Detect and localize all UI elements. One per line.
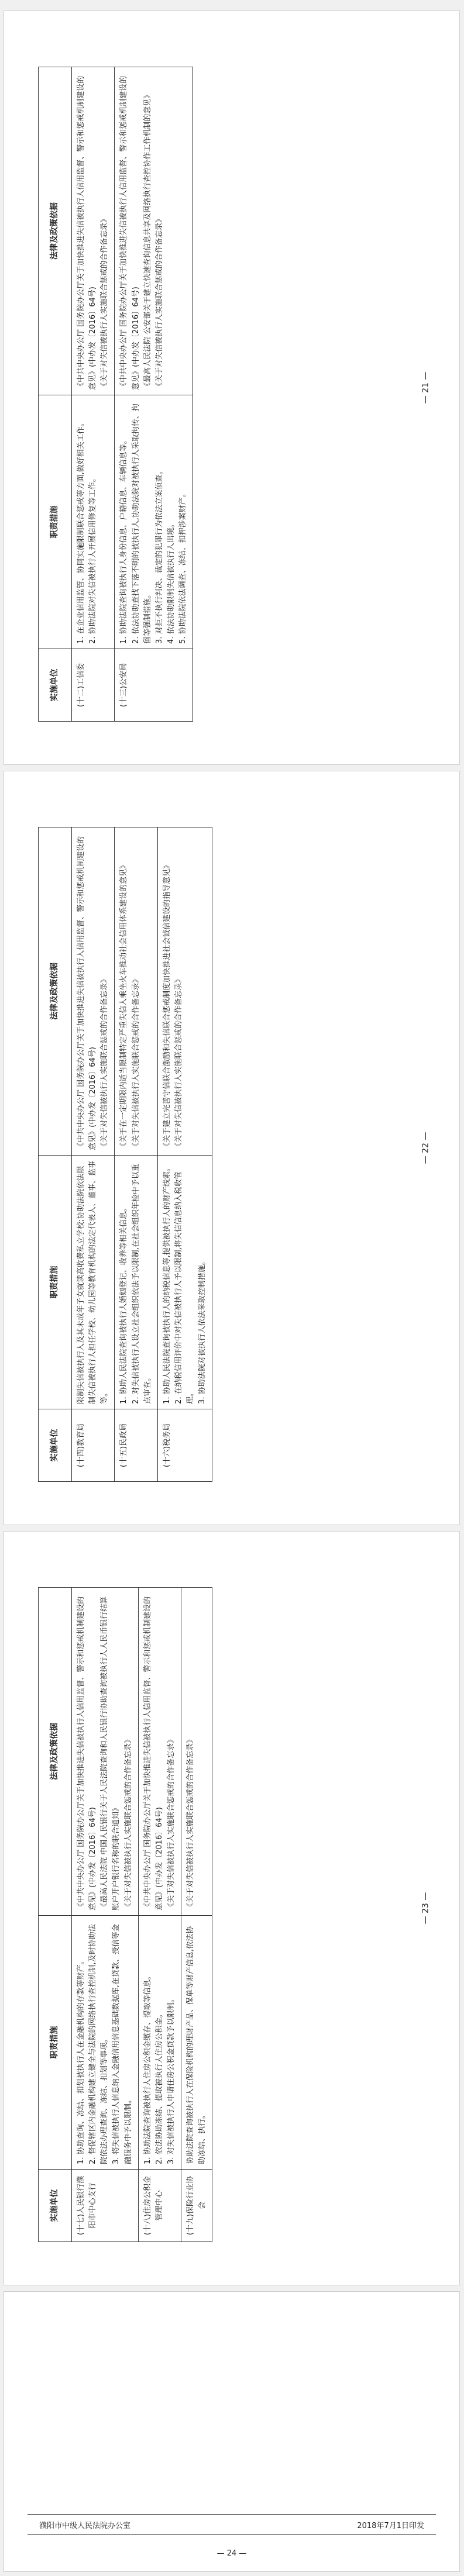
colophon-issuer: 濮阳市中级人民法院办公室 [39,2521,131,2530]
basis-line: 《中共中央办公厅 国务院办公厅关于加快推进失信被执行人信用监督、警示和惩戒机制建设的意见》(中办发〔2016〕64号) [77,1596,98,1911]
document-page-21 [4,11,460,765]
basis-line: 《关于对失信被执行人实施联合惩戒的合作备忘录》 [100,215,109,390]
duty-cell [72,1915,139,2169]
duty-cell [157,1155,212,1409]
duty-line: 1. 协助人民法院查询被执行人的纳税信息等,提供被执行人的财产线索。 [162,1164,171,1404]
measures-table [38,1587,212,2242]
basis-cell [138,1588,181,1916]
measures-table [38,827,212,1482]
basis-cell [115,67,193,395]
header-unit: 实施单位 [39,1409,72,1481]
header-duty: 职责措施 [39,1915,72,2169]
duty-line: 1. 协助查询、冻结、扣划被执行人在金融机构的存款等财产。 [77,1957,85,2164]
duty-cell [138,1915,181,2169]
page-number: — 23 — [421,1892,431,1925]
table-header-row [39,67,72,722]
basis-line: 《关于对失信被执行人实施联合惩戒的合作备忘录》 [166,1735,176,1911]
basis-line: 《关于在一定期限内适当限制特定严重失信人乘坐火车推动社会信用体系建设的意见》 [119,861,129,1150]
header-unit: 实施单位 [39,2169,72,2242]
table-row [157,827,212,1482]
duty-line: 3. 协助法院对被执行人依法采取控制措施。 [198,1257,207,1404]
duty-line: 5. 协助法院依法调查、冻结、扣押涉案财产。 [178,489,188,644]
table-row [115,67,193,722]
duty-line: 4. 依法协助限制失信被执行人出境。 [166,520,176,644]
duty-line: 2. 督促辖区内金融机构建立健全与法院的网络执行查控机制,及时协助法院依法办理查询、冻结、扣划等事项。 [88,1924,109,2164]
duty-line: 2. 对失信被执行人设立社会组织依法予以限制,在社会组织年检中予以重点审查。 [131,1164,152,1404]
colophon [28,2514,436,2535]
header-basis: 法律及政策依据 [39,67,72,395]
rotated-table-wrap [16,23,449,754]
basis-line: 《关于对失信被执行人实施联合惩戒的合作备忘录》 [186,1735,195,1911]
duty-line: 3. 将失信被执行人信息纳入金融信用信息基础数据库,在贷款、授信等金融服务中予以限制。 [112,1924,133,2164]
duty-line: 3. 对拒不执行判决、裁定的犯罪行为依法立案侦查。 [154,467,164,644]
header-duty: 职责措施 [39,395,72,649]
duty-cell [181,1915,212,2169]
document-page-22 [4,771,460,1525]
duty-line: 2. 依法协助查找下落不明的被执行人,协助法院对被执行人采取拘传、拘留等强制措施。 [131,404,152,644]
basis-line: 《中共中央办公厅 国务院办公厅关于加快推进失信被执行人信用监督、警示和惩戒机制建设的意见》(中办发〔2016〕64号) [77,836,98,1150]
table-row [138,1588,181,2242]
header-basis: 法律及政策依据 [39,827,72,1156]
duty-line: 2. 在纳税信用评价中对失信被执行人予以限制,将失信信息纳入税收管理。 [174,1171,195,1404]
table-row [115,827,157,1482]
table-row [72,1588,139,2242]
header-basis: 法律及政策依据 [39,1588,72,1916]
basis-cell [157,827,212,1156]
unit-cell: (十二)工信委 [72,649,115,721]
page-number: — 22 — [421,1132,431,1164]
basis-line: 《最高人民法院 公安部关于建立快速查询信息共享及网络执行查控协作工作机制的意见》 [143,91,152,390]
basis-cell [72,1588,139,1916]
colophon-date: 2018年7月1日印发 [357,2521,424,2530]
basis-line: 《关于对失信被执行人实施联合惩戒的合作备忘录》 [100,975,109,1150]
measures-table [38,67,193,722]
document-page-24 [4,2291,460,2572]
duty-cell [115,395,193,649]
header-unit: 实施单位 [39,649,72,721]
table-row [181,1588,212,2242]
duty-line: 2. 协助法院对失信被执行人开展信用修复等工作。 [88,474,98,644]
basis-line: 《中共中央办公厅 国务院办公厅关于加快推进失信被执行人信用监督、警示和惩戒机制建设的意见》(中办发〔2016〕64号) [143,1596,164,1911]
document-page-23 [4,1531,460,2285]
page-number: — 21 — [421,371,431,404]
duty-line: 2. 依法协助冻结、提取被执行人住房公积金。 [154,2010,164,2164]
basis-line: 《关于对失信被执行人实施联合惩戒的合作备忘录》 [154,215,164,390]
duty-line: 1. 协助人民法院查询被执行人婚姻登记、收养等相关信息。 [119,1204,129,1404]
duty-cell [72,395,115,649]
basis-line: 《关于对失信被执行人实施联合惩戒的合作备忘录》 [131,975,140,1150]
basis-cell [115,827,157,1156]
duty-line: 1. 协助法院查询被执行人身份信息、户籍信息、车辆信息等。 [119,436,129,644]
header-duty: 职责措施 [39,1155,72,1409]
unit-cell: (十九)保险行业协会 [181,2169,212,2242]
table-row [72,827,115,1482]
basis-cell [72,827,115,1156]
basis-line: 《中共中央办公厅 国务院办公厅关于加快推进失信被执行人信用监督、警示和惩戒机制建设的意见》(中办发〔2016〕64号) [77,75,98,390]
duty-line: 3. 对失信被执行人申请住房公积金贷款予以限制。 [166,1995,176,2164]
rotated-table-wrap [16,783,449,1514]
unit-cell: (十六)税务局 [157,1409,212,1481]
duty-cell [115,1155,157,1409]
page-number: — 24 — [216,2549,247,2558]
basis-line: 《关于对失信被执行人实施联合惩戒的合作备忘录》 [123,1735,133,1911]
basis-line: 《最高人民法院 中国人民银行关于人民法院查询和人民银行协助查询被执行人人民币银行结算账户开户银行名称的联合通知》 [100,1596,121,1911]
basis-cell [181,1588,212,1916]
duty-line: 协助法院查询被执行人在保险机构的理财产品、保单等财产信息,依法协助冻结、执行。 [186,1926,207,2164]
duty-line: 1. 协助法院查询被执行人住房公积金缴存、提取等信息。 [143,1972,152,2164]
duty-line: 限制失信被执行人及其未成年子女就读高收费私立学校;协助法院依法限制失信被执行人担任学校、幼儿园等教育机构的法定代表人、董事、监事等。 [77,1160,109,1404]
table-header-row [39,827,72,1482]
table-header-row [39,1588,72,2242]
unit-cell: (十八)住房公积金管理中心 [138,2169,181,2242]
table-row [72,67,115,722]
duty-cell [72,1155,115,1409]
basis-cell [72,67,115,395]
duty-line: 1. 在企业信用监管、协同实施限制联合惩戒等方面,做好相关工作。 [77,419,85,644]
unit-cell: (十五)民政局 [115,1409,157,1481]
basis-line: 《关于建立完善守信联合激励和失信联合惩戒制度加快推进社会诚信建设的指导意见》 [162,861,171,1150]
unit-cell: (十三)公安局 [115,649,193,721]
unit-cell: (十四)教育局 [72,1409,115,1481]
basis-line: 《关于对失信被执行人实施联合惩戒的合作备忘录》 [174,975,183,1150]
rotated-table-wrap [16,1543,449,2274]
unit-cell: (十七)人民银行濮阳市中心支行 [72,2169,139,2242]
basis-line: 《中共中央办公厅 国务院办公厅关于加快推进失信被执行人信用监督、警示和惩戒机制建设的意见》(中办发〔2016〕64号) [119,75,140,390]
